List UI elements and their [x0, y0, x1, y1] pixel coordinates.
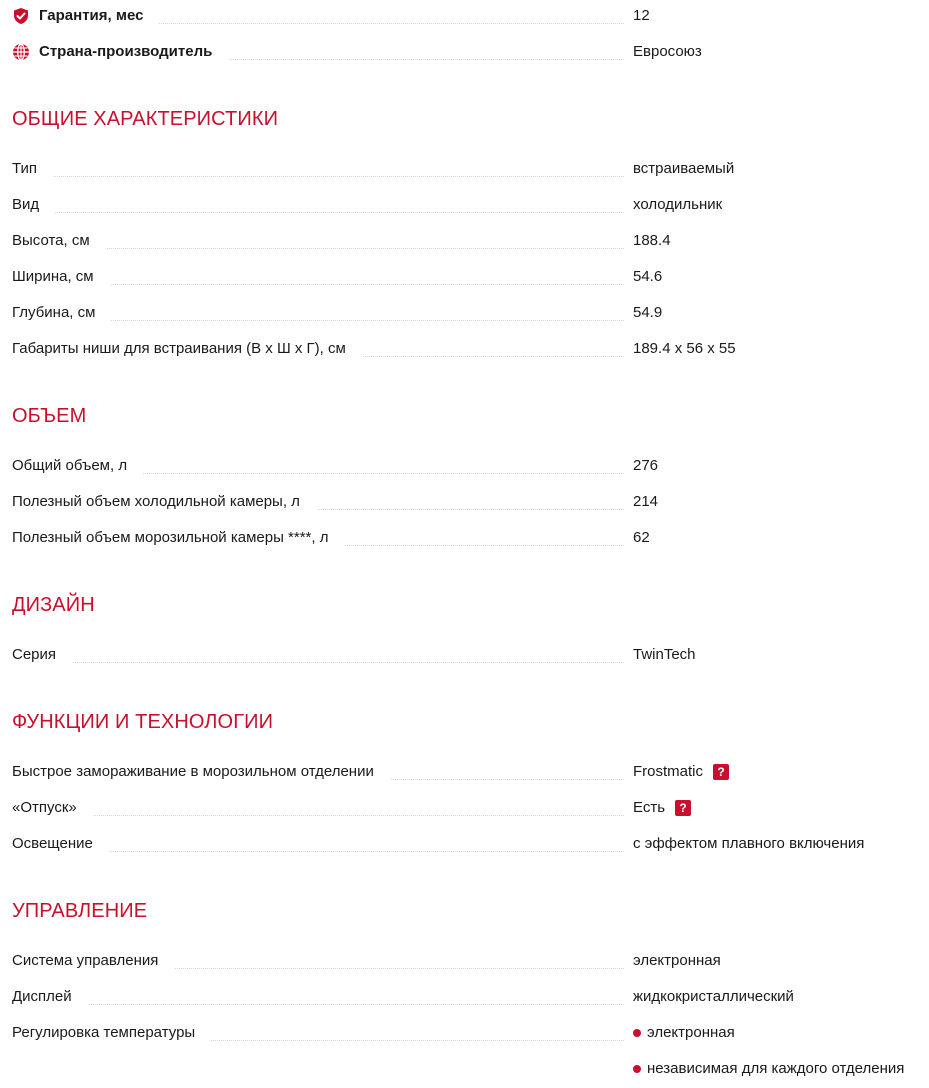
spec-label-wrap: [12, 303, 624, 327]
spec-value: [633, 159, 734, 179]
spec-label-wrap: [12, 231, 624, 255]
spec-row: [12, 195, 929, 219]
spec-label: Полезный объем холодильной камеры, л: [12, 492, 316, 512]
spec-row: [12, 762, 929, 786]
spec-value-text: 54.6: [633, 268, 663, 285]
spec-label-wrap: [12, 987, 624, 1011]
spec-value: [633, 195, 722, 215]
spec-value: [633, 645, 696, 665]
spec-value-text: TwinTech: [633, 646, 696, 663]
spec-value: [633, 798, 691, 818]
spec-label: Быстрое замораживание в морозильном отделении: [12, 762, 390, 782]
spec-row: [12, 456, 929, 480]
spec-value: [633, 339, 736, 359]
spec-label-wrap: [12, 195, 624, 219]
section-title-volume: ОБЪЕМ: [12, 405, 87, 427]
spec-value: [633, 267, 662, 287]
spec-value-text: 189.4 x 56 x 55: [633, 340, 736, 357]
spec-label-wrap: [12, 339, 624, 363]
spec-value: [633, 951, 721, 971]
spec-value: [633, 1023, 735, 1043]
spec-label-wrap: [12, 492, 624, 516]
spec-label: Гарантия, мес: [12, 6, 159, 26]
spec-row: [12, 834, 929, 858]
spec-value: [633, 987, 794, 1007]
spec-value: [633, 231, 671, 251]
spec-label-wrap: [12, 645, 624, 669]
bullet-icon: [633, 1065, 641, 1073]
spec-value: [633, 762, 729, 782]
spec-value-text: электронная: [647, 1024, 735, 1041]
spec-value-text: с эффектом плавного включения: [633, 835, 865, 852]
spec-value: [633, 456, 658, 476]
spec-label-wrap: [12, 456, 624, 480]
spec-label-wrap: [12, 159, 624, 183]
spec-label: Вид: [12, 195, 55, 215]
spec-label-wrap: [12, 267, 624, 291]
spec-label: Габариты ниши для встраивания (В x Ш x Г), см: [12, 339, 362, 359]
spec-label-wrap: [12, 762, 624, 786]
dotted-leader: [12, 212, 624, 213]
spec-value: [633, 528, 650, 548]
spec-row: [12, 987, 929, 1011]
spec-row: [12, 645, 929, 669]
spec-value-text: 54.9: [633, 304, 663, 321]
spec-value: [633, 6, 650, 26]
spec-value: [633, 492, 658, 512]
dotted-leader: [12, 662, 624, 663]
spec-label: Полезный объем морозильной камеры ****, л: [12, 528, 344, 548]
spec-label-wrap: [12, 1023, 624, 1047]
spec-value: [633, 834, 864, 854]
spec-label: Регулировка температуры: [12, 1023, 211, 1043]
spec-value: [633, 303, 662, 323]
spec-value-text: 214: [633, 493, 659, 510]
shield-check-icon: [12, 7, 30, 25]
spec-value-text: жидкокристаллический: [633, 988, 794, 1005]
spec-value: [633, 42, 702, 62]
spec-label: Система управления: [12, 951, 174, 971]
spec-value: [633, 1059, 904, 1079]
spec-row: [12, 492, 929, 516]
dotted-leader: [12, 176, 624, 177]
spec-row: [12, 339, 929, 363]
help-icon[interactable]: ?: [675, 800, 691, 816]
bullet-icon: [633, 1029, 641, 1037]
spec-label: Ширина, см: [12, 267, 110, 287]
spec-label-wrap: [12, 798, 624, 822]
section-title-design: ДИЗАЙН: [12, 594, 95, 616]
spec-row-warranty: [12, 6, 929, 30]
spec-value-text: 62: [633, 529, 650, 546]
spec-row: [12, 798, 929, 822]
spec-label: Общий объем, л: [12, 456, 143, 476]
spec-row-country: [12, 42, 929, 66]
spec-value-text: Frostmatic: [633, 763, 704, 780]
spec-row: [12, 303, 929, 327]
spec-value-text: 12: [633, 7, 650, 24]
dotted-leader: [12, 1004, 624, 1005]
spec-value-text: 188.4: [633, 232, 671, 249]
spec-value-text: холодильник: [633, 196, 723, 213]
spec-value-text: Евросоюз: [633, 43, 702, 60]
spec-row: [12, 267, 929, 291]
section-title-features: ФУНКЦИИ И ТЕХНОЛОГИИ: [12, 711, 274, 733]
spec-label: Страна-производитель: [12, 42, 228, 62]
spec-label-wrap: [12, 42, 624, 66]
spec-label: Освещение: [12, 834, 109, 854]
spec-row: [12, 231, 929, 255]
spec-label: Серия: [12, 645, 72, 665]
spec-value-text: независимая для каждого отделения: [647, 1060, 905, 1077]
spec-label-wrap: [12, 834, 624, 858]
spec-label: Глубина, см: [12, 303, 111, 323]
section-title-control: УПРАВЛЕНИЕ: [12, 900, 148, 922]
spec-label: Дисплей: [12, 987, 88, 1007]
spec-label-wrap: [12, 6, 624, 30]
spec-label: Высота, см: [12, 231, 106, 251]
spec-value-text: встраиваемый: [633, 160, 735, 177]
section-title-general: ОБЩИЕ ХАРАКТЕРИСТИКИ: [12, 108, 279, 130]
spec-label-wrap: [12, 528, 624, 552]
spec-value-text: Есть: [633, 799, 666, 816]
spec-row: [12, 951, 929, 975]
help-icon[interactable]: ?: [713, 764, 729, 780]
spec-label-wrap: [12, 951, 624, 975]
spec-label: Тип: [12, 159, 53, 179]
globe-icon: [12, 43, 30, 61]
spec-value-text: 276: [633, 457, 659, 474]
spec-row: [12, 528, 929, 552]
spec-label: «Отпуск»: [12, 798, 93, 818]
spec-row-continuation: [12, 1059, 929, 1083]
spec-value-text: электронная: [633, 952, 721, 969]
dotted-leader: [12, 815, 624, 816]
spec-row: [12, 1023, 929, 1047]
spec-row: [12, 159, 929, 183]
